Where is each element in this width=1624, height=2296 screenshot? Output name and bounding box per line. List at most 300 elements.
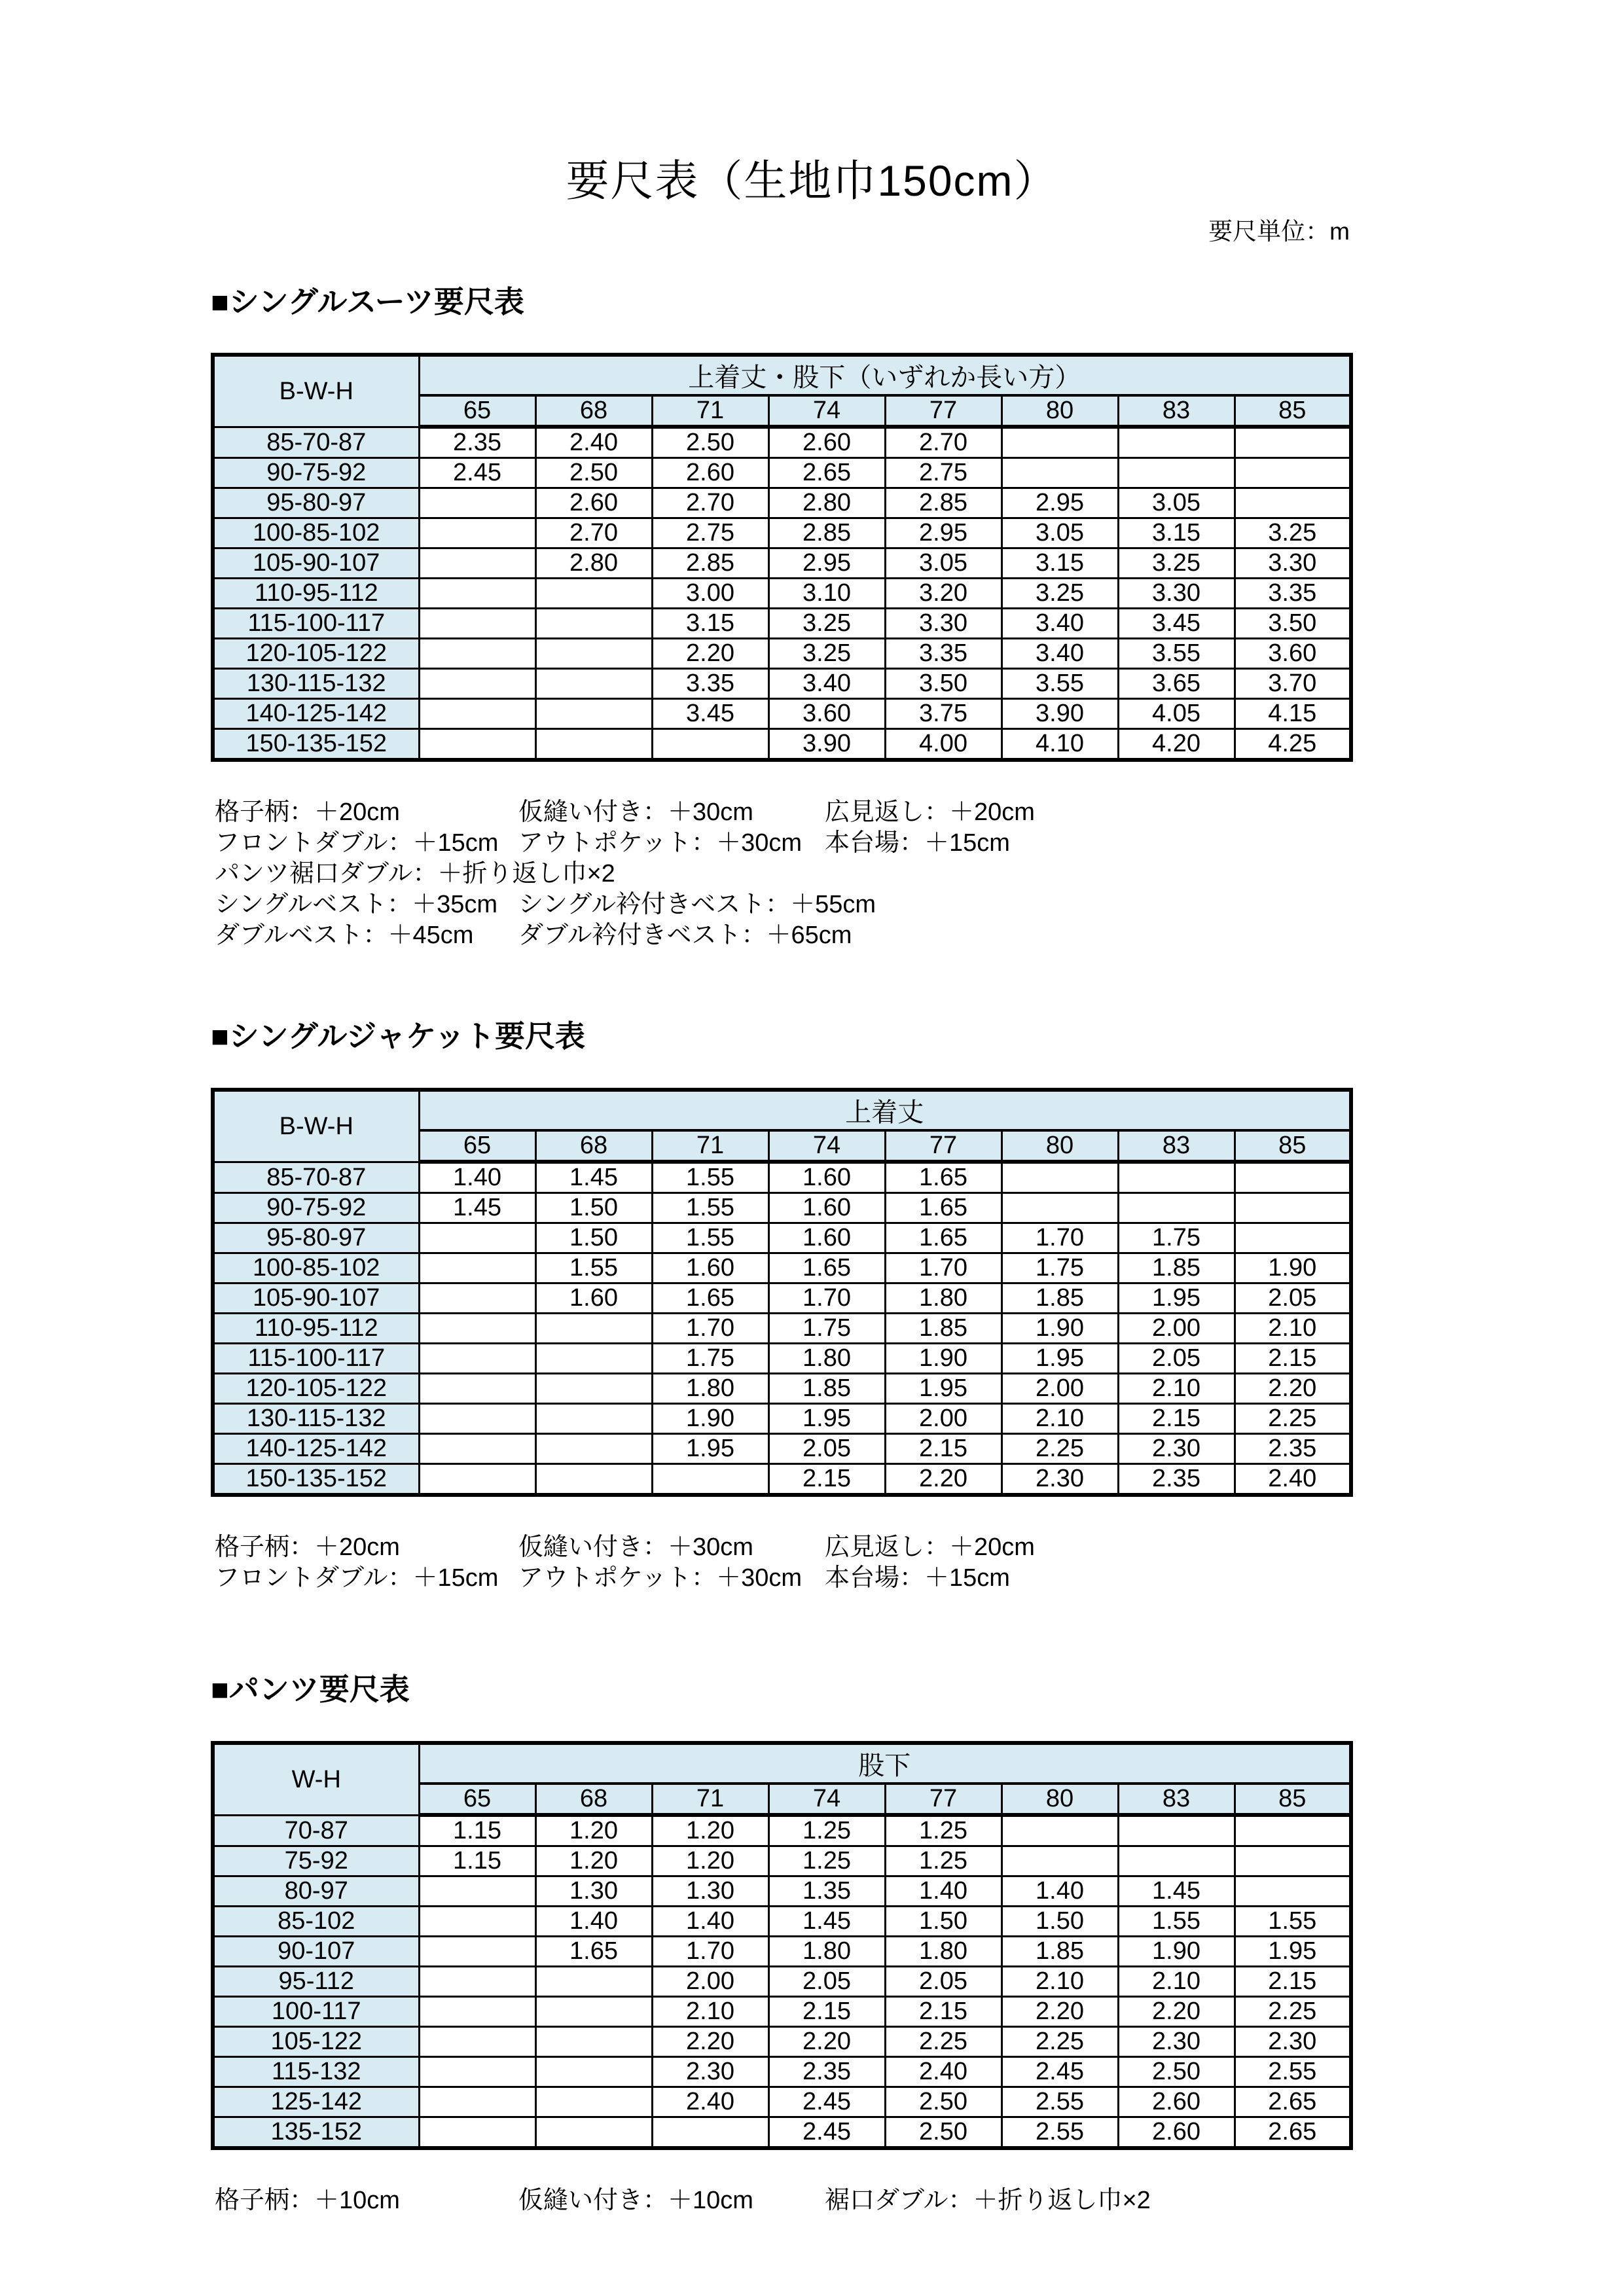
- row-label: 140-125-142: [213, 699, 419, 729]
- value-cell: 2.20: [1001, 1997, 1118, 2027]
- value-cell: 2.20: [768, 2027, 885, 2057]
- value-cell: 2.05: [768, 1434, 885, 1464]
- corner-header: B-W-H: [213, 355, 419, 427]
- value-cell: 2.15: [1235, 1967, 1351, 1997]
- value-cell: [535, 1314, 652, 1344]
- value-cell: 1.95: [1235, 1937, 1351, 1967]
- value-cell: [1001, 427, 1118, 458]
- size-col-header: 74: [768, 1784, 885, 1815]
- value-cell: 3.45: [1118, 609, 1235, 639]
- value-cell: 2.35: [419, 427, 535, 458]
- value-cell: 3.35: [652, 669, 768, 699]
- value-cell: 1.95: [1001, 1344, 1118, 1374]
- value-cell: 3.20: [885, 579, 1001, 609]
- table-row: [213, 1967, 1351, 1997]
- value-cell: 2.40: [652, 2087, 768, 2117]
- note-item: 仮縫い付き：＋30cm: [518, 1534, 753, 1562]
- value-cell: [1235, 1876, 1351, 1907]
- value-cell: [1001, 1193, 1118, 1223]
- table-body: [213, 427, 1351, 760]
- value-cell: 2.00: [885, 1404, 1001, 1434]
- span-header: 上着丈・股下（いずれか長い方）: [419, 355, 1351, 395]
- note-item: フロントダブル：＋15cm: [215, 1564, 499, 1592]
- value-cell: 1.90: [1235, 1253, 1351, 1283]
- header-span-row: [213, 1090, 1351, 1130]
- table-row: [213, 729, 1351, 761]
- value-cell: 1.75: [1118, 1223, 1235, 1253]
- value-cell: [1118, 427, 1235, 458]
- value-cell: 2.20: [652, 2027, 768, 2057]
- value-cell: 2.85: [768, 518, 885, 548]
- value-cell: 2.60: [652, 458, 768, 488]
- value-cell: 2.95: [885, 518, 1001, 548]
- row-label: 100-85-102: [213, 1253, 419, 1283]
- row-label: 110-95-112: [213, 1314, 419, 1344]
- value-cell: 2.60: [535, 488, 652, 518]
- value-cell: 1.75: [768, 1314, 885, 1344]
- size-col-header: 65: [419, 395, 535, 427]
- row-label: 135-152: [213, 2117, 419, 2149]
- value-cell: 3.00: [652, 579, 768, 609]
- value-cell: 1.60: [768, 1193, 885, 1223]
- table-row: [213, 2087, 1351, 2117]
- note-item: アウトポケット：＋30cm: [518, 829, 803, 857]
- value-cell: 2.00: [1001, 1374, 1118, 1404]
- value-cell: 2.80: [768, 488, 885, 518]
- value-cell: [1235, 1223, 1351, 1253]
- value-cell: [1235, 488, 1351, 518]
- unit-label: 要尺単位：m: [1208, 217, 1350, 245]
- value-cell: 2.65: [1235, 2087, 1351, 2117]
- row-label: 105-90-107: [213, 1283, 419, 1314]
- table-row: [213, 1997, 1351, 2027]
- value-cell: [419, 1967, 535, 1997]
- value-cell: [419, 579, 535, 609]
- row-label: 140-125-142: [213, 1434, 419, 1464]
- table-row: [213, 1815, 1351, 1846]
- value-cell: 1.90: [885, 1344, 1001, 1374]
- size-col-header: 80: [1001, 1130, 1118, 1162]
- note-line: [211, 1532, 1350, 1563]
- value-cell: [1235, 1162, 1351, 1193]
- value-cell: 1.30: [535, 1876, 652, 1907]
- value-cell: [419, 1937, 535, 1967]
- value-cell: [419, 639, 535, 669]
- value-cell: 3.50: [1235, 609, 1351, 639]
- note-line: [211, 797, 1350, 828]
- size-col-header: 80: [1001, 395, 1118, 427]
- value-cell: 2.85: [885, 488, 1001, 518]
- value-cell: [535, 2057, 652, 2087]
- row-label: 125-142: [213, 2087, 419, 2117]
- note-item: 格子柄：＋20cm: [215, 798, 400, 827]
- value-cell: 1.20: [535, 1846, 652, 1876]
- value-cell: 1.75: [1001, 1253, 1118, 1283]
- value-cell: 1.35: [768, 1876, 885, 1907]
- value-cell: 3.75: [885, 699, 1001, 729]
- note-item: 広見返し：＋20cm: [825, 1534, 1035, 1562]
- table-row: [213, 669, 1351, 699]
- value-cell: 1.90: [1118, 1937, 1235, 1967]
- header-span-row: [213, 1743, 1351, 1784]
- value-cell: 3.15: [652, 609, 768, 639]
- section: [211, 1019, 1350, 1594]
- value-cell: 2.55: [1235, 2057, 1351, 2087]
- value-cell: [652, 2117, 768, 2149]
- value-cell: 2.20: [652, 639, 768, 669]
- value-cell: 1.40: [885, 1876, 1001, 1907]
- value-cell: 1.65: [885, 1193, 1001, 1223]
- size-col-header: 68: [535, 1130, 652, 1162]
- row-label: 95-80-97: [213, 1223, 419, 1253]
- value-cell: 2.05: [885, 1967, 1001, 1997]
- table-row: [213, 1223, 1351, 1253]
- value-cell: 2.35: [768, 2057, 885, 2087]
- note-item: アウトポケット：＋30cm: [518, 1564, 803, 1592]
- value-cell: 3.25: [1235, 518, 1351, 548]
- section: [211, 285, 1350, 952]
- value-cell: 1.80: [652, 1374, 768, 1404]
- note-item: 仮縫い付き：＋30cm: [518, 798, 753, 827]
- value-cell: [535, 1434, 652, 1464]
- value-cell: [419, 2027, 535, 2057]
- value-cell: [419, 1907, 535, 1937]
- value-cell: 1.15: [419, 1846, 535, 1876]
- value-cell: 2.30: [1118, 1434, 1235, 1464]
- value-cell: [419, 2117, 535, 2149]
- table-row: [213, 1283, 1351, 1314]
- value-cell: 1.45: [419, 1193, 535, 1223]
- value-cell: 2.00: [1118, 1314, 1235, 1344]
- note-line: [211, 859, 1350, 889]
- table-row: [213, 488, 1351, 518]
- row-label: 120-105-122: [213, 639, 419, 669]
- table-row: [213, 1162, 1351, 1193]
- size-col-header: 68: [535, 395, 652, 427]
- section-heading: ■パンツ要尺表: [211, 1672, 410, 1707]
- value-cell: [535, 609, 652, 639]
- table-row: [213, 2057, 1351, 2087]
- value-cell: 1.65: [885, 1162, 1001, 1193]
- value-cell: [1235, 427, 1351, 458]
- value-cell: 1.60: [768, 1223, 885, 1253]
- table-row: [213, 2027, 1351, 2057]
- value-cell: [535, 2087, 652, 2117]
- note-item: 仮縫い付き：＋10cm: [518, 2187, 753, 2215]
- row-label: 100-117: [213, 1997, 419, 2027]
- value-cell: 1.25: [885, 1815, 1001, 1846]
- size-col-header: 77: [885, 1130, 1001, 1162]
- section-heading: ■シングルスーツ要尺表: [211, 284, 524, 319]
- value-cell: 3.50: [885, 669, 1001, 699]
- value-cell: 1.20: [535, 1815, 652, 1846]
- value-cell: [535, 1967, 652, 1997]
- row-label: 150-135-152: [213, 729, 419, 761]
- table-row: [213, 1253, 1351, 1283]
- note-line: [211, 828, 1350, 859]
- note-item: 格子柄：＋10cm: [215, 2187, 400, 2215]
- note-item: パンツ裾口ダブル：＋折り返し巾×2: [215, 860, 615, 888]
- value-cell: 2.05: [1118, 1344, 1235, 1374]
- size-col-header: 83: [1118, 1130, 1235, 1162]
- value-cell: [419, 729, 535, 761]
- content: [211, 211, 1350, 2217]
- value-cell: 2.15: [768, 1997, 885, 2027]
- value-cell: 3.30: [1118, 579, 1235, 609]
- value-cell: 3.60: [1235, 639, 1351, 669]
- row-label: 90-107: [213, 1937, 419, 1967]
- value-cell: 2.10: [1118, 1374, 1235, 1404]
- value-cell: [535, 2117, 652, 2149]
- value-cell: [535, 1997, 652, 2027]
- notes: [211, 797, 1350, 951]
- value-cell: 2.40: [535, 427, 652, 458]
- value-cell: [1001, 1846, 1118, 1876]
- section: [211, 1672, 1350, 2216]
- value-cell: [1118, 458, 1235, 488]
- value-cell: 1.60: [652, 1253, 768, 1283]
- value-cell: 1.45: [535, 1162, 652, 1193]
- value-cell: [1235, 1193, 1351, 1223]
- value-cell: 2.00: [652, 1967, 768, 1997]
- size-col-header: 83: [1118, 395, 1235, 427]
- value-cell: 4.20: [1118, 729, 1235, 761]
- note-line: [211, 889, 1350, 920]
- row-label: 105-122: [213, 2027, 419, 2057]
- value-cell: 2.25: [1235, 1997, 1351, 2027]
- table-row: [213, 1374, 1351, 1404]
- table-row: [213, 1193, 1351, 1223]
- value-cell: [419, 609, 535, 639]
- value-cell: [1118, 1846, 1235, 1876]
- value-cell: 2.20: [885, 1464, 1001, 1496]
- value-cell: [419, 1404, 535, 1434]
- value-cell: 4.25: [1235, 729, 1351, 761]
- value-cell: 1.25: [768, 1815, 885, 1846]
- value-cell: 1.40: [1001, 1876, 1118, 1907]
- value-cell: [419, 1464, 535, 1496]
- value-cell: 1.70: [885, 1253, 1001, 1283]
- value-cell: 3.45: [652, 699, 768, 729]
- value-cell: [1001, 458, 1118, 488]
- value-cell: 1.85: [1118, 1253, 1235, 1283]
- value-cell: [419, 669, 535, 699]
- note-item: 広見返し：＋20cm: [825, 798, 1035, 827]
- table-row: [213, 609, 1351, 639]
- value-cell: 3.35: [885, 639, 1001, 669]
- size-table: [211, 1088, 1353, 1497]
- value-cell: 2.15: [768, 1464, 885, 1496]
- note-item: シングルベスト：＋35cm: [215, 891, 498, 919]
- value-cell: 2.95: [768, 548, 885, 579]
- value-cell: 1.40: [419, 1162, 535, 1193]
- value-cell: 1.95: [768, 1404, 885, 1434]
- value-cell: 1.40: [535, 1907, 652, 1937]
- value-cell: 1.55: [652, 1193, 768, 1223]
- value-cell: 2.65: [768, 458, 885, 488]
- value-cell: 1.65: [768, 1253, 885, 1283]
- value-cell: 3.15: [1118, 518, 1235, 548]
- value-cell: 1.30: [652, 1876, 768, 1907]
- row-label: 105-90-107: [213, 548, 419, 579]
- size-col-header: 77: [885, 395, 1001, 427]
- size-col-header: 74: [768, 1130, 885, 1162]
- value-cell: 2.10: [652, 1997, 768, 2027]
- value-cell: 3.30: [885, 609, 1001, 639]
- value-cell: 1.85: [768, 1374, 885, 1404]
- table-row: [213, 1937, 1351, 1967]
- row-label: 85-70-87: [213, 1162, 419, 1193]
- value-cell: 1.65: [652, 1283, 768, 1314]
- value-cell: [535, 699, 652, 729]
- value-cell: 1.90: [652, 1404, 768, 1434]
- value-cell: 2.60: [1118, 2117, 1235, 2149]
- value-cell: 2.55: [1001, 2117, 1118, 2149]
- value-cell: 2.60: [768, 427, 885, 458]
- value-cell: 2.50: [885, 2117, 1001, 2149]
- value-cell: 3.40: [1001, 639, 1118, 669]
- value-cell: [535, 1344, 652, 1374]
- value-cell: 2.45: [768, 2117, 885, 2149]
- value-cell: [419, 1223, 535, 1253]
- value-cell: [419, 518, 535, 548]
- value-cell: [535, 669, 652, 699]
- table-row: [213, 1876, 1351, 1907]
- value-cell: 2.25: [1001, 1434, 1118, 1464]
- value-cell: 2.05: [1235, 1283, 1351, 1314]
- value-cell: 2.70: [885, 427, 1001, 458]
- value-cell: 1.80: [768, 1344, 885, 1374]
- notes: [211, 2185, 1350, 2216]
- value-cell: 2.50: [1118, 2057, 1235, 2087]
- section-heading: ■シングルジャケット要尺表: [211, 1019, 585, 1054]
- table-row: [213, 518, 1351, 548]
- table-row: [213, 1314, 1351, 1344]
- value-cell: 3.25: [768, 639, 885, 669]
- row-label: 85-102: [213, 1907, 419, 1937]
- value-cell: 1.85: [1001, 1937, 1118, 1967]
- value-cell: [535, 579, 652, 609]
- value-cell: 2.30: [652, 2057, 768, 2087]
- value-cell: 2.30: [1235, 2027, 1351, 2057]
- value-cell: 1.20: [652, 1846, 768, 1876]
- value-cell: 1.85: [1001, 1283, 1118, 1314]
- row-label: 95-112: [213, 1967, 419, 1997]
- value-cell: [419, 1374, 535, 1404]
- value-cell: [419, 1283, 535, 1314]
- note-item: 本台場：＋15cm: [825, 1564, 1010, 1592]
- value-cell: 2.45: [768, 2087, 885, 2117]
- value-cell: 1.15: [419, 1815, 535, 1846]
- value-cell: [1235, 1846, 1351, 1876]
- row-label: 115-100-117: [213, 609, 419, 639]
- table-header: [213, 355, 1351, 427]
- value-cell: 3.60: [768, 699, 885, 729]
- value-cell: [1235, 1815, 1351, 1846]
- note-item: 本台場：＋15cm: [825, 829, 1010, 857]
- value-cell: 2.60: [1118, 2087, 1235, 2117]
- value-cell: 2.05: [768, 1967, 885, 1997]
- value-cell: 1.40: [652, 1907, 768, 1937]
- value-cell: 1.70: [652, 1314, 768, 1344]
- value-cell: 1.50: [885, 1907, 1001, 1937]
- table-row: [213, 548, 1351, 579]
- table-row: [213, 458, 1351, 488]
- value-cell: [1118, 1193, 1235, 1223]
- value-cell: 1.55: [652, 1223, 768, 1253]
- value-cell: 1.95: [885, 1374, 1001, 1404]
- value-cell: 1.60: [535, 1283, 652, 1314]
- value-cell: [419, 1253, 535, 1283]
- note-item: 格子柄：＋20cm: [215, 1534, 400, 1562]
- note-item: ダブルベスト：＋45cm: [215, 922, 474, 950]
- value-cell: [535, 639, 652, 669]
- value-cell: 2.50: [885, 2087, 1001, 2117]
- row-label: 115-132: [213, 2057, 419, 2087]
- value-cell: [535, 1404, 652, 1434]
- row-label: 90-75-92: [213, 1193, 419, 1223]
- value-cell: 3.65: [1118, 669, 1235, 699]
- size-col-header: 65: [419, 1784, 535, 1815]
- value-cell: 2.80: [535, 548, 652, 579]
- value-cell: 1.45: [1118, 1876, 1235, 1907]
- value-cell: 1.45: [768, 1907, 885, 1937]
- page-title: 要尺表（生地巾150cm）: [566, 156, 1058, 205]
- value-cell: 2.15: [885, 1997, 1001, 2027]
- value-cell: [535, 1464, 652, 1496]
- note-line: [211, 2185, 1350, 2216]
- row-label: 70-87: [213, 1815, 419, 1846]
- value-cell: [419, 488, 535, 518]
- note-item: シングル衿付きベスト：＋55cm: [518, 891, 876, 919]
- value-cell: 2.35: [1235, 1434, 1351, 1464]
- size-col-header: 83: [1118, 1784, 1235, 1815]
- span-header: 上着丈: [419, 1090, 1351, 1130]
- value-cell: 1.50: [535, 1223, 652, 1253]
- value-cell: 1.55: [1118, 1907, 1235, 1937]
- value-cell: 3.35: [1235, 579, 1351, 609]
- value-cell: 2.70: [652, 488, 768, 518]
- size-col-header: 80: [1001, 1784, 1118, 1815]
- value-cell: [535, 729, 652, 761]
- note-item: フロントダブル：＋15cm: [215, 829, 499, 857]
- row-label: 100-85-102: [213, 518, 419, 548]
- value-cell: [419, 2057, 535, 2087]
- row-label: 80-97: [213, 1876, 419, 1907]
- value-cell: 3.30: [1235, 548, 1351, 579]
- sections-root: [211, 285, 1350, 2217]
- row-label: 130-115-132: [213, 669, 419, 699]
- value-cell: 2.40: [1235, 1464, 1351, 1496]
- value-cell: 1.80: [885, 1283, 1001, 1314]
- row-label: 90-75-92: [213, 458, 419, 488]
- value-cell: 2.50: [535, 458, 652, 488]
- value-cell: [1001, 1162, 1118, 1193]
- value-cell: 2.25: [1001, 2027, 1118, 2057]
- value-cell: 2.85: [652, 548, 768, 579]
- value-cell: 3.90: [768, 729, 885, 761]
- value-cell: 2.10: [1001, 1967, 1118, 1997]
- value-cell: [419, 2087, 535, 2117]
- table-header: [213, 1090, 1351, 1162]
- value-cell: 2.25: [885, 2027, 1001, 2057]
- value-cell: 2.65: [1235, 2117, 1351, 2149]
- corner-header: B-W-H: [213, 1090, 419, 1162]
- value-cell: [419, 548, 535, 579]
- value-cell: [1235, 458, 1351, 488]
- table-header: [213, 1743, 1351, 1815]
- size-col-header: 71: [652, 395, 768, 427]
